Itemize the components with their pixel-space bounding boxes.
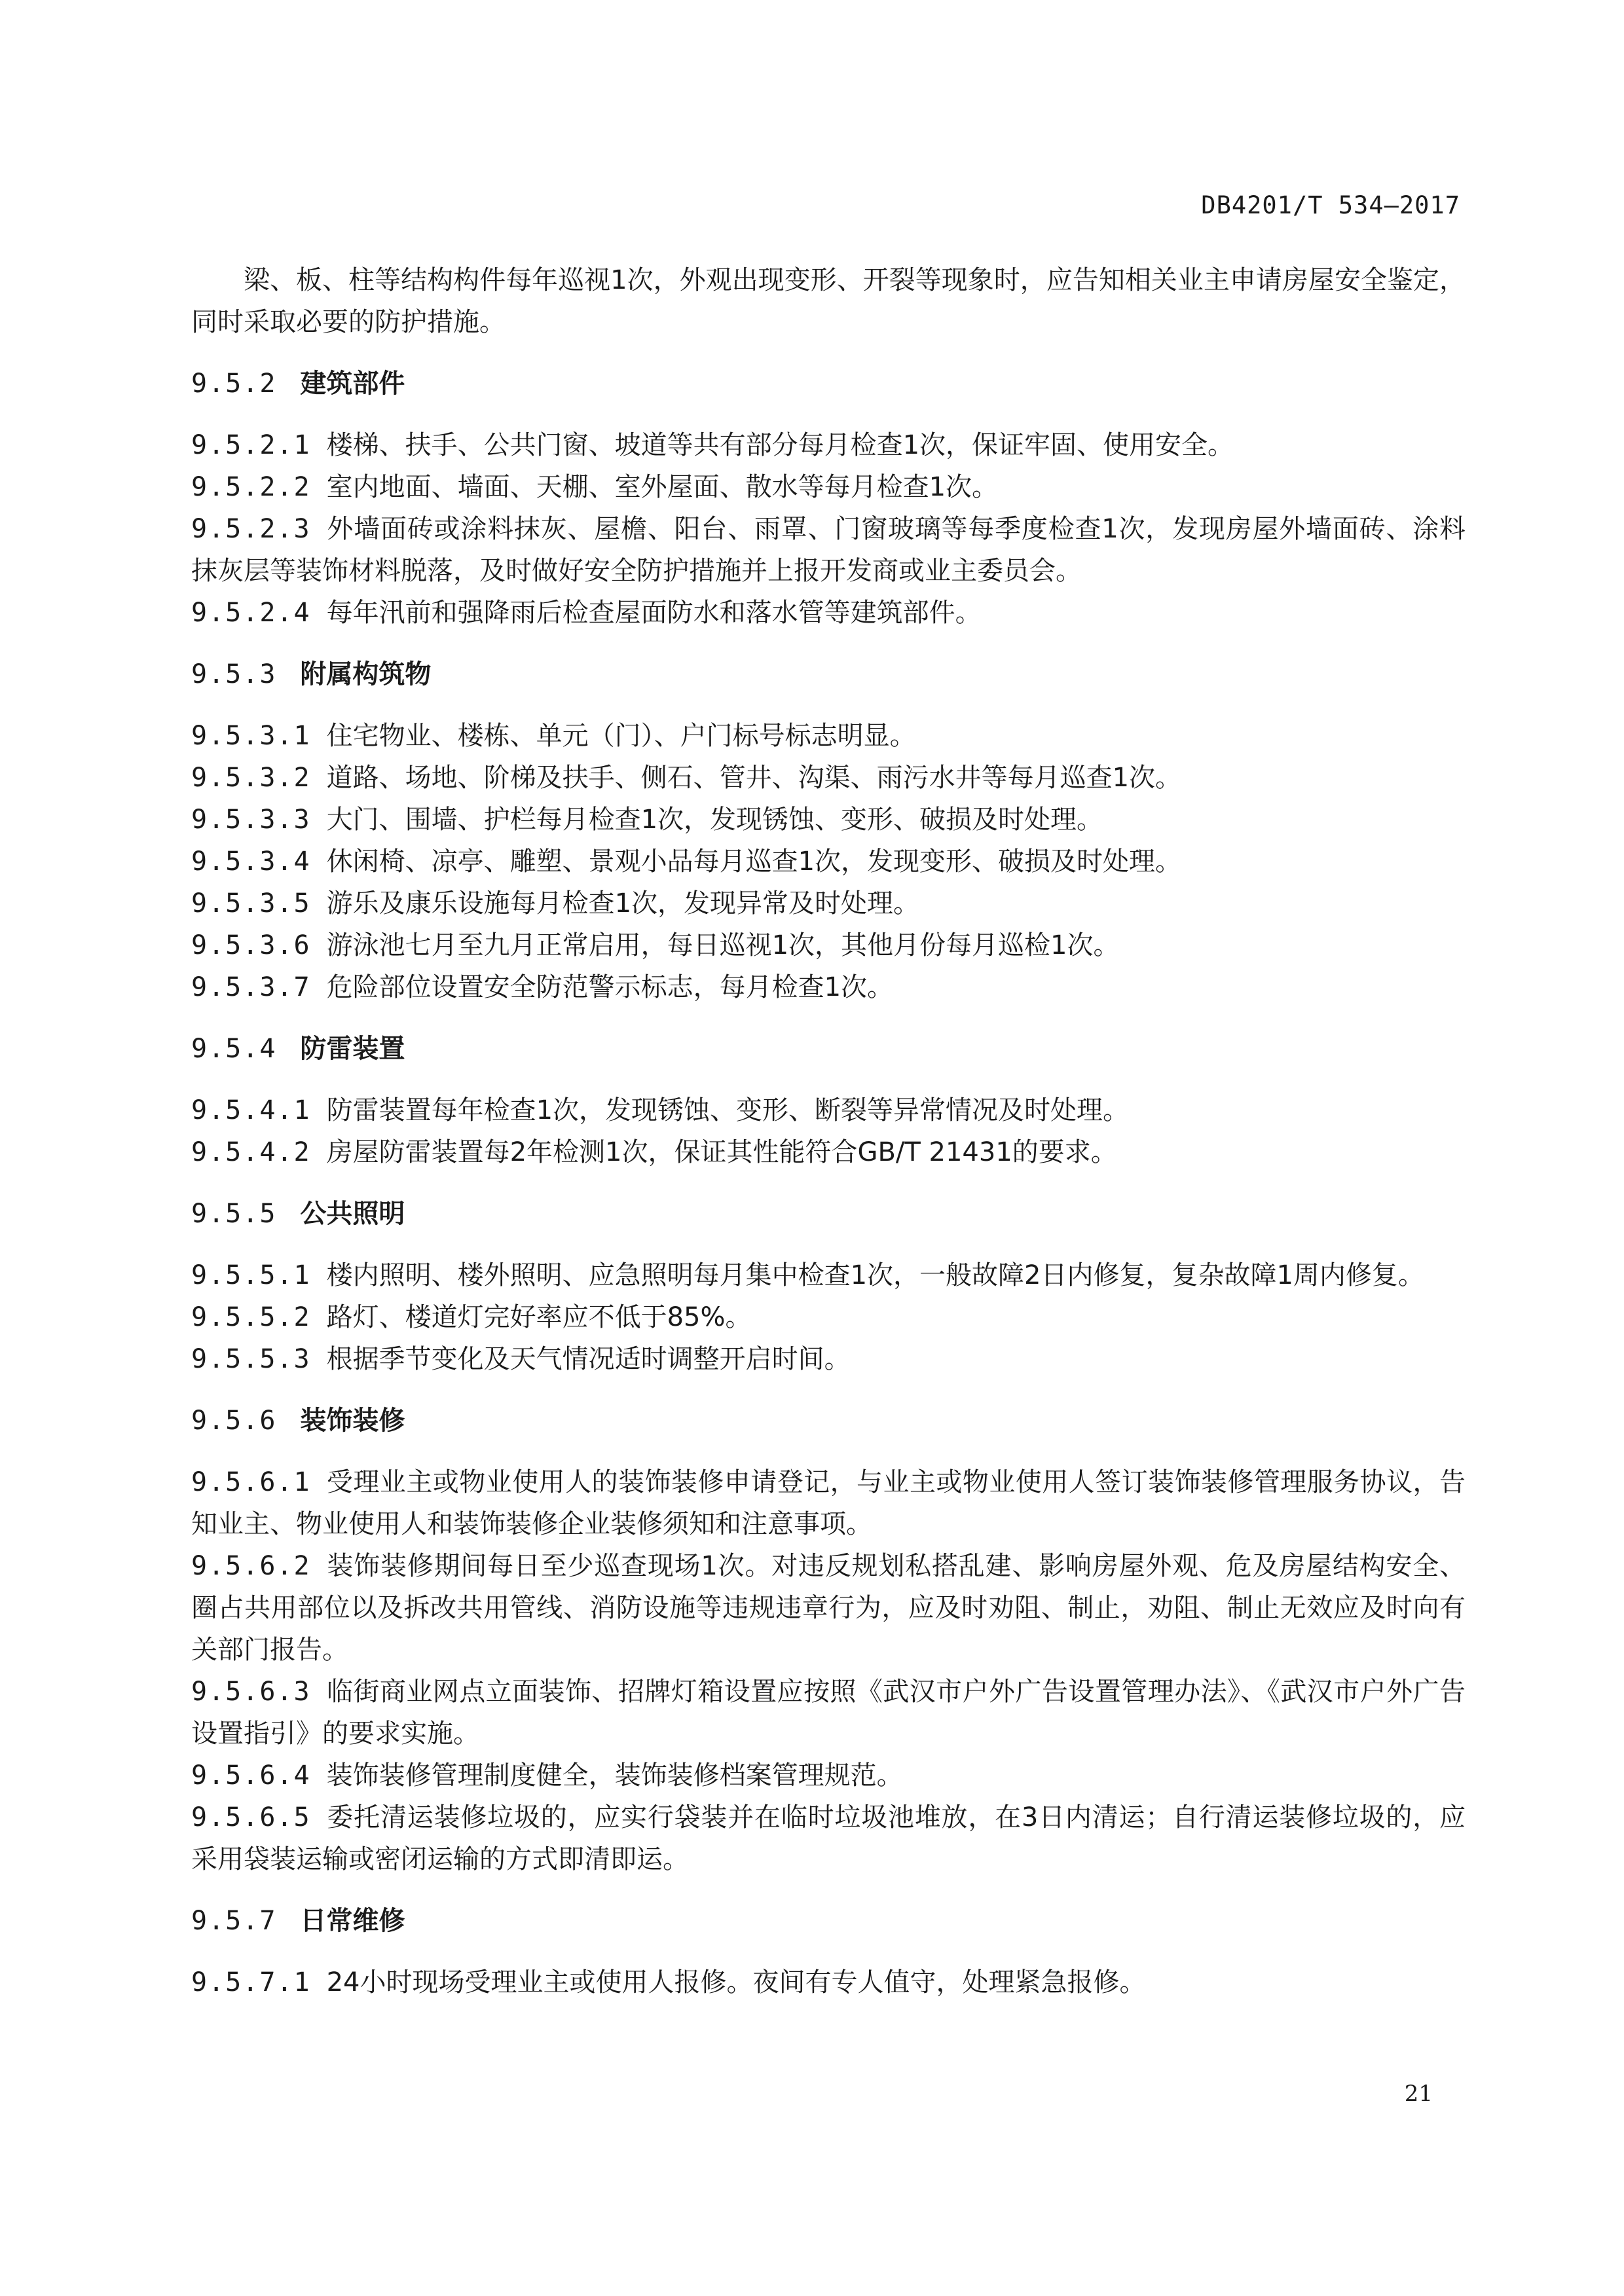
section-9-5-2	[191, 363, 1466, 634]
clause: 9.5.2.1 楼梯、扶手、公共门窗、坡道等共有部分每月检查1次，保证牢固、使用安全。	[191, 430, 1234, 460]
document-body	[191, 259, 1466, 2003]
section-heading: 9.5.7 日常维修	[191, 1906, 405, 1936]
intro-paragraph: 梁、板、柱等结构构件每年巡视1次，外观出现变形、开裂等现象时，应告知相关业主申请房屋安全鉴定，同时采取必要的防护措施。	[191, 265, 1466, 337]
clause: 9.5.6.5 委托清运装修垃圾的，应实行袋装并在临时垃圾池堆放，在3日内清运；自行清运装修垃圾的，应采用袋装运输或密闭运输的方式即清即运。	[191, 1802, 1466, 1874]
clause: 9.5.3.3 大门、围墙、护栏每月检查1次，发现锈蚀、变形、破损及时处理。	[191, 805, 1103, 835]
section-9-5-3	[191, 653, 1466, 1008]
clause: 9.5.2.3 外墙面砖或涂料抹灰、屋檐、阳台、雨罩、门窗玻璃等每季度检查1次，发现房屋外墙面砖、涂料抹灰层等装饰材料脱落，及时做好安全防护措施并上报开发商或业主委员会。	[191, 514, 1466, 586]
clause: 9.5.4.1 防雷装置每年检查1次，发现锈蚀、变形、断裂等异常情况及时处理。	[191, 1095, 1130, 1125]
section-heading: 9.5.2 建筑部件	[191, 369, 405, 399]
section-heading: 9.5.3 附属构筑物	[191, 659, 432, 689]
section-heading: 9.5.4 防雷装置	[191, 1034, 405, 1064]
clause: 9.5.4.2 房屋防雷装置每2年检测1次，保证其性能符合GB/T 21431的要求。	[191, 1137, 1117, 1167]
section-heading: 9.5.5 公共照明	[191, 1199, 405, 1229]
clause: 9.5.5.1 楼内照明、楼外照明、应急照明每月集中检查1次，一般故障2日内修复，复杂故障1周内修复。	[191, 1260, 1424, 1290]
section-9-5-5	[191, 1193, 1466, 1380]
clause: 9.5.5.3 根据季节变化及天气情况适时调整开启时间。	[191, 1344, 851, 1374]
section-heading: 9.5.6 装饰装修	[191, 1406, 405, 1436]
document-code: DB4201/T 534—2017	[1201, 191, 1460, 219]
clause: 9.5.3.2 道路、场地、阶梯及扶手、侧石、管井、沟渠、雨污水井等每月巡查1次。	[191, 763, 1182, 793]
clause: 9.5.6.1 受理业主或物业使用人的装饰装修申请登记，与业主或物业使用人签订装饰装修管理服务协议，告知业主、物业使用人和装饰装修企业装修须知和注意事项。	[191, 1467, 1466, 1539]
section-9-5-6	[191, 1400, 1466, 1880]
clause: 9.5.3.5 游乐及康乐设施每月检查1次，发现异常及时处理。	[191, 888, 920, 919]
clause: 9.5.3.7 危险部位设置安全防范警示标志，每月检查1次。	[191, 972, 894, 1002]
clause: 9.5.3.6 游泳池七月至九月正常启用，每日巡视1次，其他月份每月巡检1次。	[191, 930, 1120, 960]
clause: 9.5.6.2 装饰装修期间每日至少巡查现场1次。对违反规划私搭乱建、影响房屋外观、危及房屋结构安全、圈占共用部位以及拆改共用管线、消防设施等违规违章行为，应及时劝阻、制止，劝阻、制止无效应及时向有关部门报告。	[191, 1551, 1466, 1665]
clause: 9.5.6.3 临街商业网点立面装饰、招牌灯箱设置应按照《武汉市户外广告设置管理办法》、《武汉市户外广告设置指引》的要求实施。	[191, 1677, 1466, 1749]
clause: 9.5.3.4 休闲椅、凉亭、雕塑、景观小品每月巡查1次，发现变形、破损及时处理。	[191, 847, 1182, 877]
section-9-5-7	[191, 1900, 1466, 2003]
clause: 9.5.2.2 室内地面、墙面、天棚、室外屋面、散水等每月检查1次。	[191, 472, 999, 502]
page-number: 21	[1404, 2081, 1433, 2107]
section-9-5-4	[191, 1028, 1466, 1173]
clause: 9.5.5.2 路灯、楼道灯完好率应不低于85%。	[191, 1302, 752, 1332]
clause: 9.5.3.1 住宅物业、楼栋、单元（门）、户门标号标志明显。	[191, 721, 916, 751]
clause: 9.5.7.1 24小时现场受理业主或使用人报修。夜间有专人值守，处理紧急报修。	[191, 1967, 1146, 1997]
clause: 9.5.6.4 装饰装修管理制度健全，装饰装修档案管理规范。	[191, 1760, 903, 1791]
clause: 9.5.2.4 每年汛前和强降雨后检查屋面防水和落水管等建筑部件。	[191, 598, 982, 628]
